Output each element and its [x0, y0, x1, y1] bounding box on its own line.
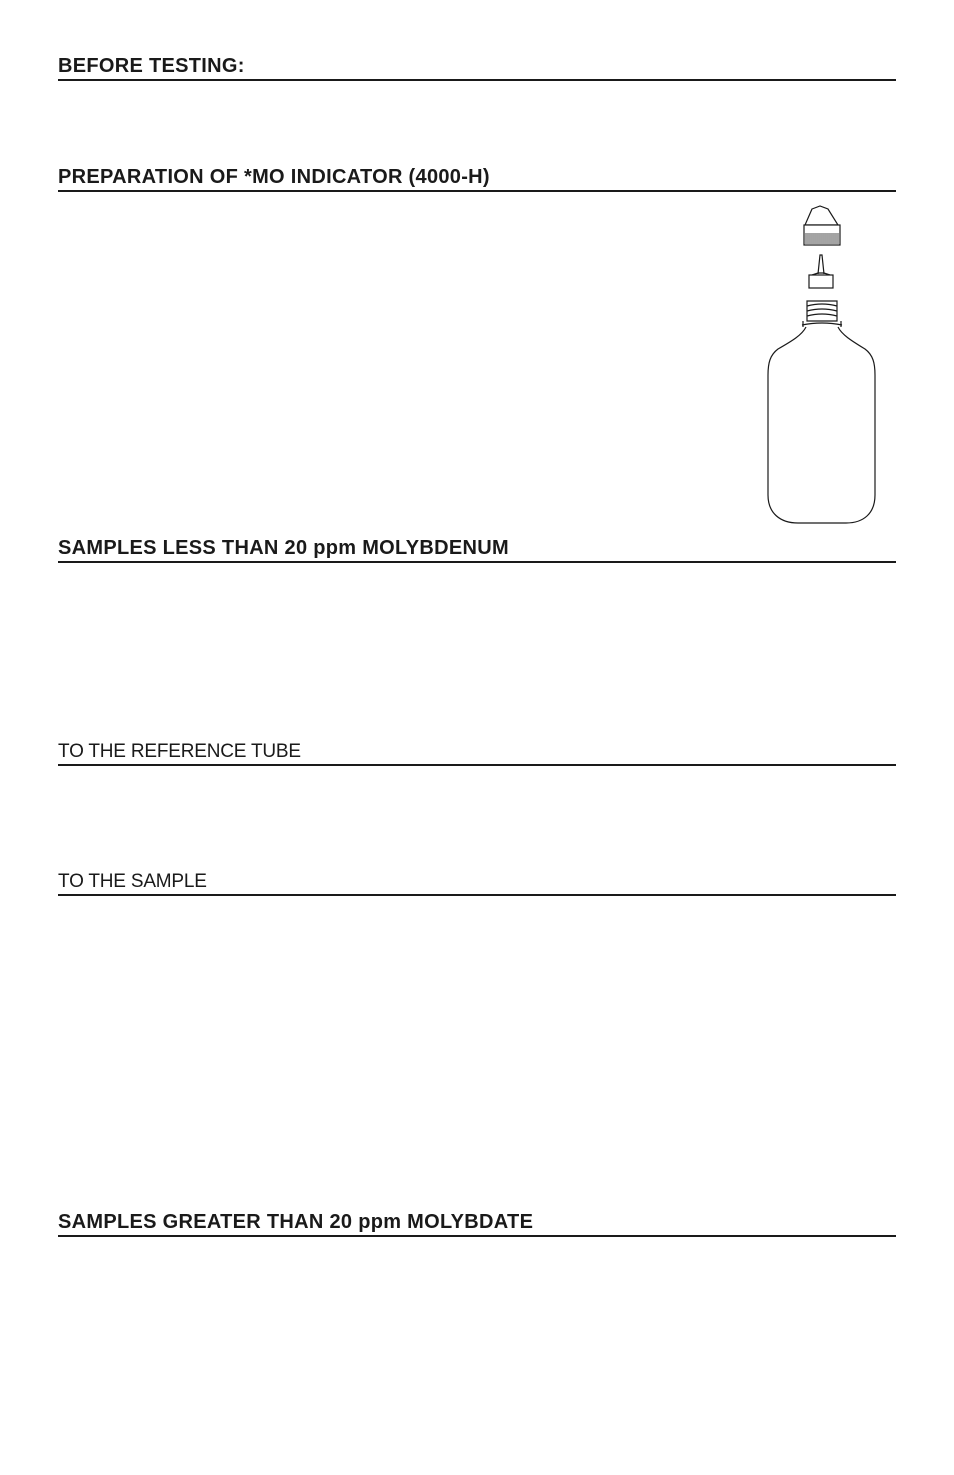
subsection-heading-sample: [58, 872, 896, 896]
dropper-bottle-icon: [762, 203, 882, 528]
section-heading-label: BEFORE TESTING:: [58, 55, 245, 77]
section-heading-samples-less: [58, 538, 896, 563]
section-heading-label: SAMPLES GREATER THAN 20 ppm MOLYBDATE: [58, 1211, 534, 1233]
section-heading-preparation: [58, 167, 896, 192]
section-heading-samples-greater: [58, 1212, 896, 1237]
section-heading-before-testing: [58, 56, 896, 81]
section-heading-label: PREPARATION OF *MO INDICATOR (4000-H): [58, 166, 490, 188]
subsection-heading-reference-tube: [58, 742, 896, 766]
subsection-heading-label: TO THE SAMPLE: [58, 871, 207, 892]
subsection-heading-label: TO THE REFERENCE TUBE: [58, 741, 301, 762]
section-heading-label: SAMPLES LESS THAN 20 ppm MOLYBDENUM: [58, 537, 509, 559]
